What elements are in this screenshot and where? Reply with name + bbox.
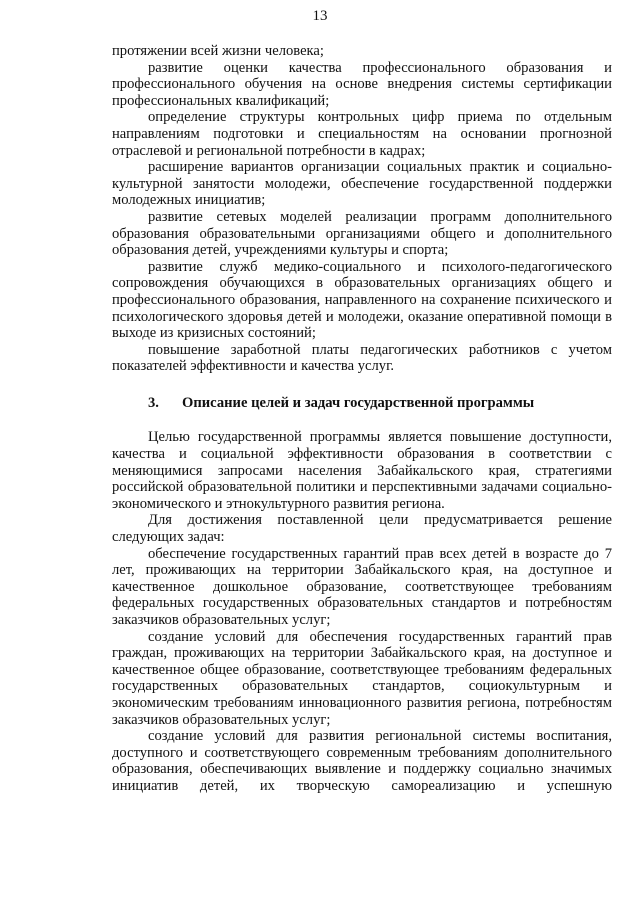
paragraph: расширение вариантов организации социальных практик и социально-культурной занятости молодежи, обеспечение государственной поддержки молодежных инициатив; bbox=[112, 159, 612, 209]
paragraph: обеспечение государственных гарантий прав всех детей в возрасте до 7 лет, проживающих на территории Забайкальского края, на доступное и качественное дошкольное образование, соответствующее требованиям федеральных государственных образовательных стандартов и потребностям заказчиков образовательных услуг; bbox=[112, 545, 612, 628]
page-number: 13 bbox=[312, 8, 328, 24]
paragraph: протяжении всей жизни человека; bbox=[112, 43, 324, 59]
section-heading bbox=[112, 395, 612, 412]
paragraph: определение структуры контрольных цифр приема по отдельным направлениям подготовки и специальностям на основании прогнозной отраслевой и региональной потребности в кадрах; bbox=[112, 109, 612, 159]
paragraphs-after bbox=[112, 429, 612, 794]
paragraph: развитие сетевых моделей реализации программ дополнительного образования образовательными организациями общего и дополнительного образования детей, учреждениями культуры и спорта; bbox=[112, 208, 612, 259]
paragraphs-before bbox=[112, 43, 612, 375]
paragraph: Целью государственной программы является повышение доступности, качества и социальной эффективности образования в соответствии с меняющимися запросами населения Забайкальского края, стратегиями российской образовательной политики и перспективными задачами социально-экономического и этнокультурного развития региона. bbox=[112, 429, 612, 512]
paragraph: создание условий для обеспечения государственных гарантий прав граждан, проживающих на территории Забайкальского края, на доступное и качественное общее образование, соответствующее требованиям федеральных государственных образовательных стандартов, социокультурным и экономическим требованиям инновационного развития региона, потребностям заказчиков образовательных услуг; bbox=[112, 628, 612, 728]
section-title: Описание целей и задач государственной программы bbox=[182, 394, 535, 411]
paragraph: Для достижения поставленной цели предусматривается решение следующих задач: bbox=[112, 512, 612, 546]
paragraph: развитие оценки качества профессионального образования и профессионального обучения на основе внедрения системы сертификации профессиональных квалификаций; bbox=[112, 59, 612, 109]
paragraph: создание условий для развития региональной системы воспитания, доступного и соответствующего современным требованиям дополнительного образования, обеспечивающих выявление и поддержку социально значимых инициатив детей, их творческую самореализацию и успешную bbox=[112, 728, 612, 794]
section-number: 3. bbox=[148, 394, 159, 411]
document-body bbox=[112, 43, 612, 795]
paragraph: развитие служб медико-социального и психолого-педагогического сопровождения обучающихся в образовательных организациях общего и профессионального образования, направленного на сохранение психического и психологического здоровья детей и молодежи, оказание оперативной помощи в выходе из кризисных состояний; bbox=[112, 258, 612, 342]
paragraph: повышение заработной платы педагогических работников с учетом показателей эффективности и качества услуг. bbox=[112, 341, 612, 375]
